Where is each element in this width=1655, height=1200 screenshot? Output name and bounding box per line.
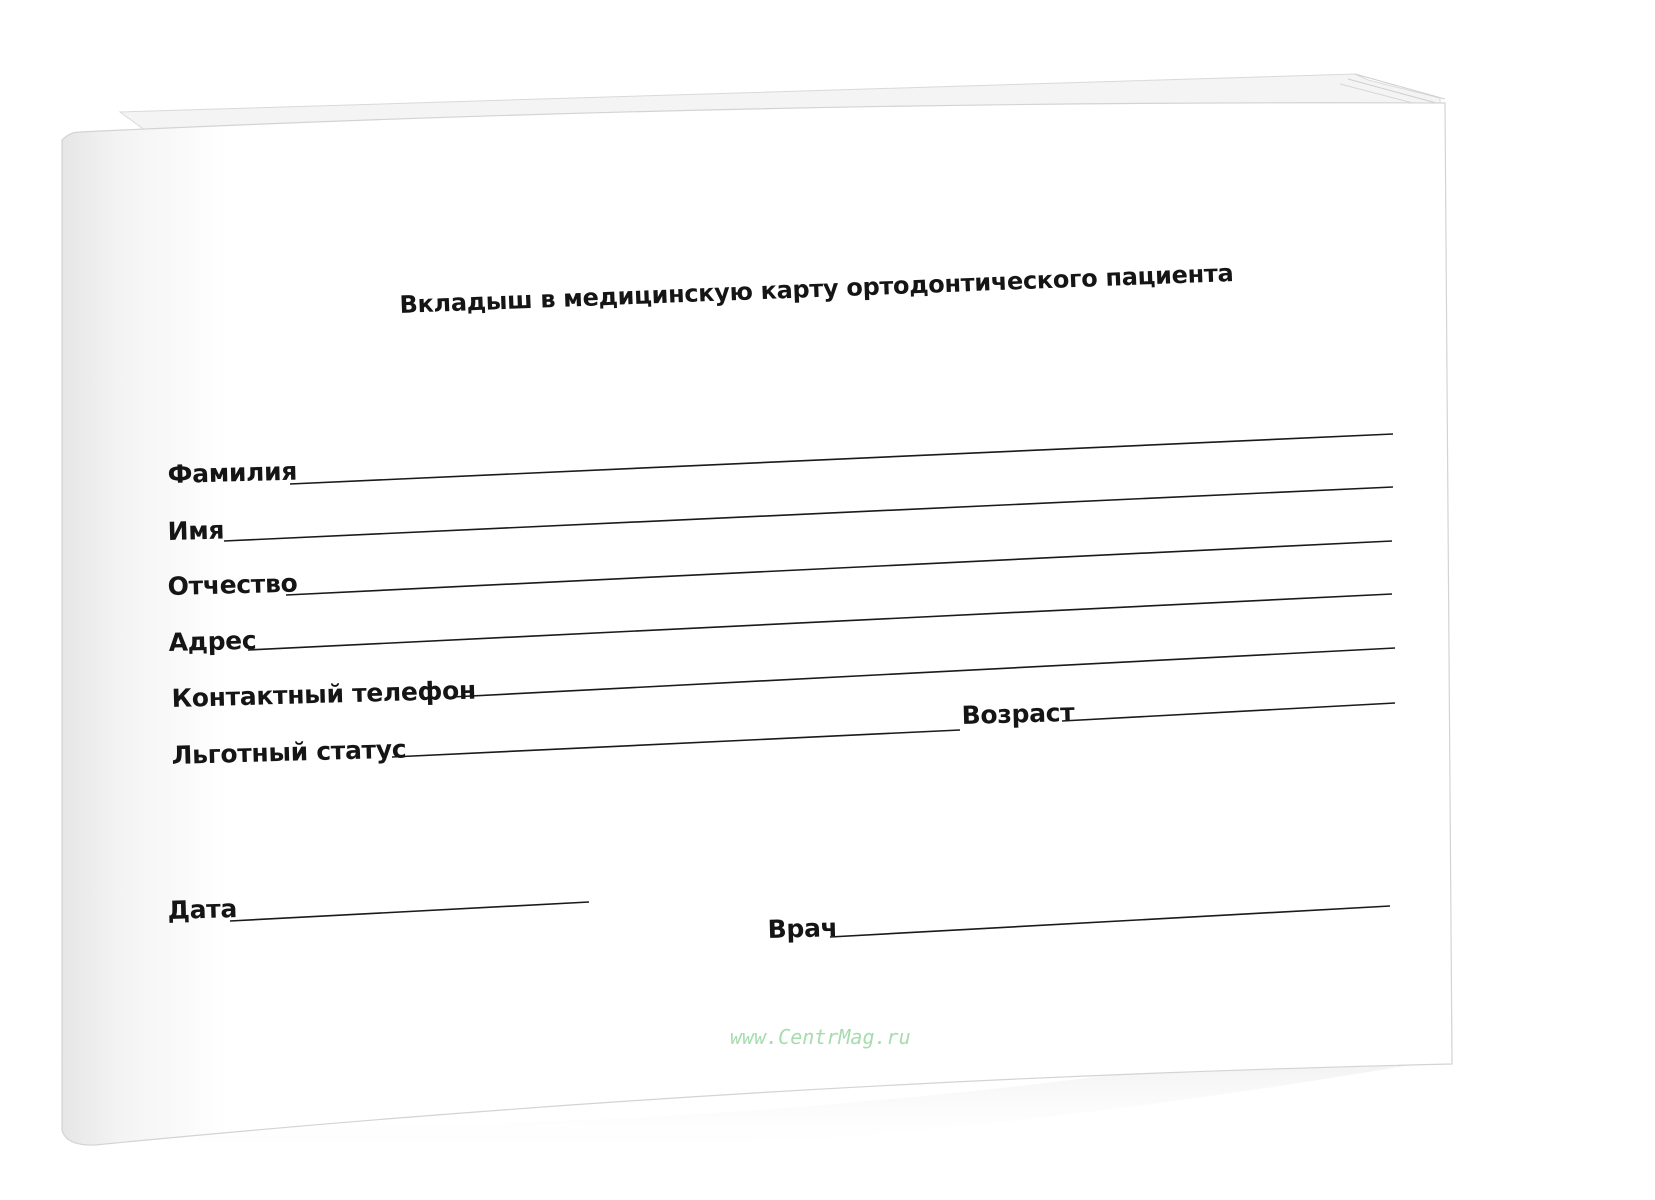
label-familiya: Фамилия: [167, 456, 298, 489]
label-otchestvo: Отчество: [167, 568, 298, 601]
label-data: Дата: [167, 894, 238, 925]
label-vrach: Врач: [767, 913, 838, 944]
label-vozrast: Возраст: [961, 697, 1075, 730]
label-imya: Имя: [167, 515, 225, 546]
booklet-cover: [62, 103, 1452, 1145]
document-title: Вкладыш в медицинскую карту ортодонтического пациента: [399, 258, 1234, 319]
watermark-text: www.CentrMag.ru: [730, 1025, 911, 1049]
label-telefon: Контактный телефон: [171, 675, 477, 713]
label-status: Льготный статус: [171, 734, 407, 770]
label-adres: Адрес: [168, 625, 257, 657]
